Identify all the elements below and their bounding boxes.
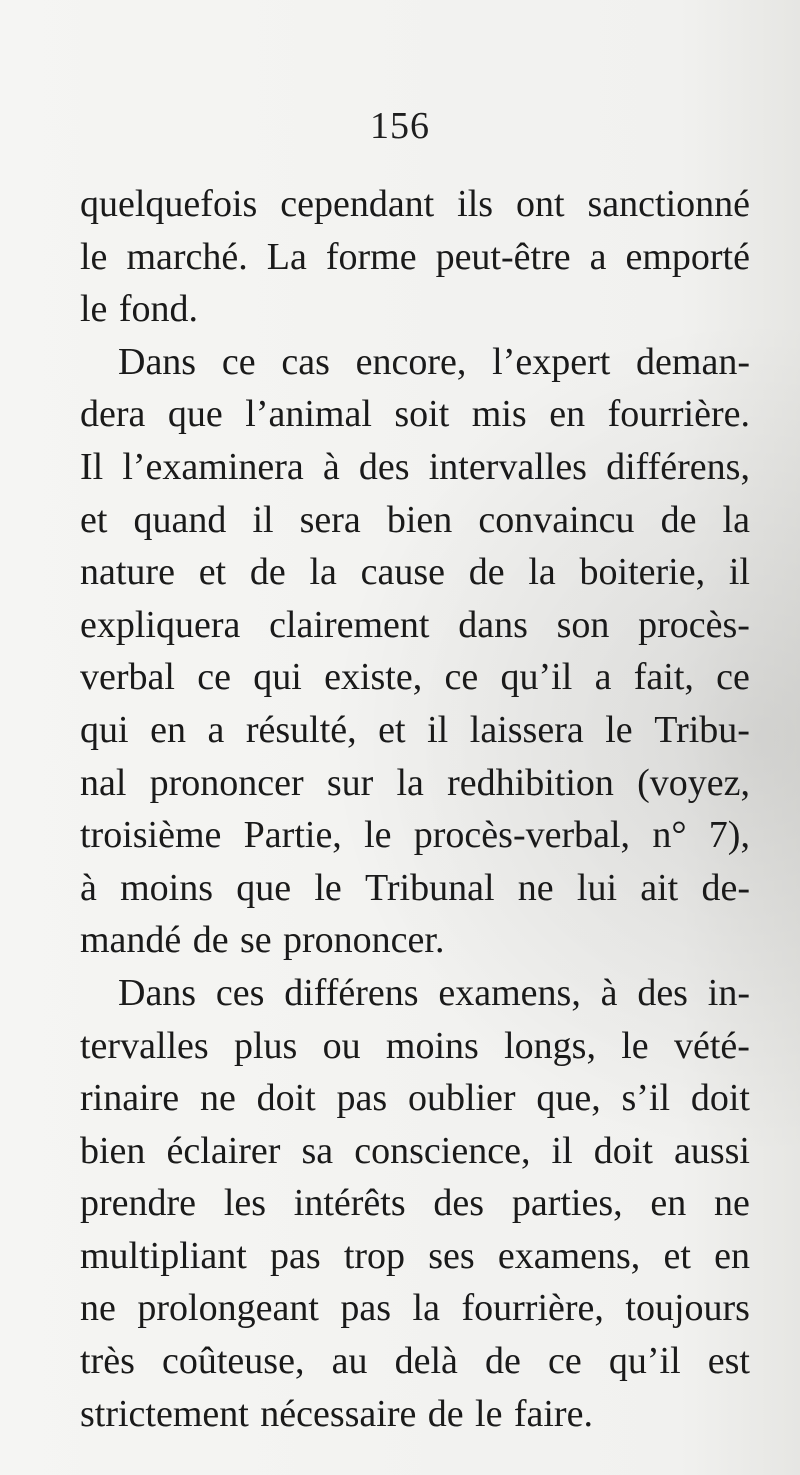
text-line: troisième Partie, le procès-verbal, n° 7), — [80, 814, 750, 857]
text-line: tervalles plus ou moins longs, le vété- — [80, 1024, 750, 1067]
text-line: prendre les intérêts des parties, en ne — [80, 1182, 750, 1225]
text-line: Il l’examinera à des intervalles différens, — [80, 445, 750, 488]
text-line: multipliant pas trop ses examens, et en — [80, 1234, 750, 1277]
text-line: dera que l’animal soit mis en fourrière. — [80, 393, 750, 436]
text-line: quelquefois cependant ils ont sanctionné — [80, 183, 750, 225]
body-text — [80, 178, 750, 1440]
text-line: très coûteuse, au delà de ce qu’il est — [80, 1340, 750, 1383]
text-line: rinaire ne doit pas oublier que, s’il doit — [80, 1077, 750, 1120]
text-line: strictement nécessaire de le faire. — [80, 1392, 593, 1435]
text-line: le marché. La forme peut-être a emporté — [80, 235, 750, 278]
text-line: Dans ces différens examens, à des in- — [118, 971, 750, 1014]
page-number: 156 — [370, 105, 430, 147]
text-line: le fond. — [80, 288, 198, 331]
text-line: et quand il sera bien convaincu de la — [80, 498, 750, 541]
text-line: à moins que le Tribunal ne lui ait de- — [80, 866, 750, 909]
text-line: expliquera clairement dans son procès- — [80, 603, 750, 646]
text-line: nature et de la cause de la boiterie, il — [80, 551, 750, 594]
text-line: Dans ce cas encore, l’expert deman- — [118, 340, 750, 383]
text-line: mandé de se prononcer. — [80, 919, 445, 962]
text-line: ne prolongeant pas la fourrière, toujours — [80, 1287, 750, 1330]
text-line: nal prononcer sur la redhibition (voyez, — [80, 761, 750, 804]
text-line: qui en a résulté, et il laissera le Tribu- — [80, 708, 750, 751]
text-line: bien éclairer sa conscience, il doit aussi — [80, 1129, 750, 1172]
text-line: verbal ce qui existe, ce qu’il a fait, ce — [80, 656, 750, 699]
